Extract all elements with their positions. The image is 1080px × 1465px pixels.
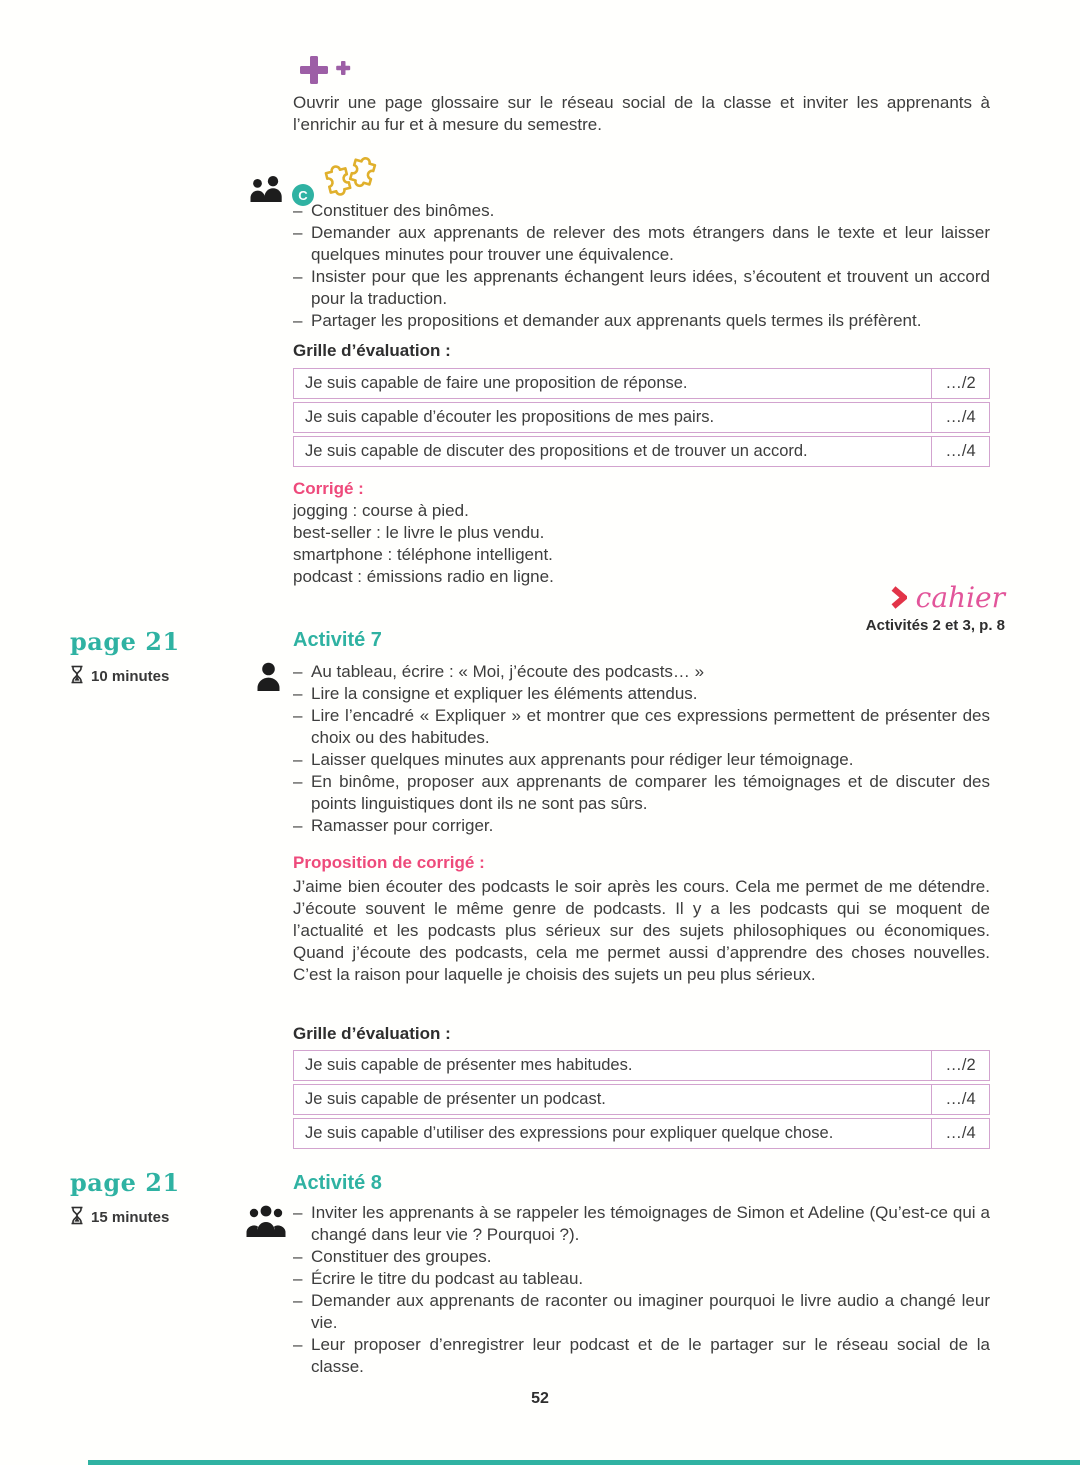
duration-badge	[70, 665, 169, 688]
evaluation-grid-title: Grille d’évaluation :	[293, 341, 451, 360]
duration-label: 10 minutes	[91, 668, 170, 685]
instruction-step: – Constituer des binômes.	[293, 200, 990, 222]
corrige-line: jogging : course à pied.	[293, 501, 469, 520]
pair-work-icon	[248, 175, 286, 207]
evaluation-row	[293, 436, 990, 467]
instruction-step: – Constituer des groupes.	[293, 1246, 990, 1268]
evaluation-row	[293, 1050, 990, 1081]
evaluation-row	[293, 1118, 990, 1149]
pair-activity-steps	[293, 200, 990, 332]
single-person-icon	[256, 662, 281, 696]
group-icon	[245, 1205, 287, 1242]
evaluation-score: …/4	[931, 1119, 989, 1148]
evaluation-grid	[293, 368, 990, 470]
instruction-step: – Écrire le titre du podcast au tableau.	[293, 1268, 990, 1290]
corrige-line: smartphone : téléphone intelligent.	[293, 545, 553, 564]
corrige-line: podcast : émissions radio en ligne.	[293, 567, 554, 586]
evaluation-grid-title: Grille d’évaluation :	[293, 1024, 451, 1043]
cahier-activities-note: Activités 2 et 3, p. 8	[865, 617, 1005, 634]
evaluation-score: …/4	[931, 403, 989, 432]
evaluation-score: …/4	[931, 437, 989, 466]
instruction-step: – Laisser quelques minutes aux apprenants pour rédiger leur témoignage.	[293, 749, 990, 771]
evaluation-criterion: Je suis capable de discuter des propositions et de trouver un accord.	[305, 442, 808, 460]
corrige-block	[293, 478, 990, 588]
page-reference: page 21	[70, 627, 180, 656]
instruction-step: – Au tableau, écrire : « Moi, j’écoute des podcasts… »	[293, 661, 990, 683]
activity-title: Activité 8	[293, 1172, 382, 1194]
evaluation-grid	[293, 1050, 990, 1152]
evaluation-criterion: Je suis capable d’écouter les propositions de mes pairs.	[305, 408, 715, 426]
page-number: 52	[531, 1390, 549, 1407]
instruction-step: – Partager les propositions et demander aux apprenants quels termes ils préfèrent.	[293, 310, 990, 332]
evaluation-criterion: Je suis capable de présenter mes habitudes.	[305, 1056, 633, 1074]
plus-icon	[299, 53, 353, 92]
instruction-step: – Demander aux apprenants de relever des mots étrangers dans le texte et leur laisser quelques minutes pour trouver une équivalence.	[293, 222, 990, 266]
cahier-label: cahier	[915, 581, 1005, 614]
activity-title: Activité 7	[293, 629, 382, 651]
instruction-step: – En binôme, proposer aux apprenants de comparer les témoignages et de discuter des points linguistiques dont ils ne sont pas sûrs.	[293, 771, 990, 815]
evaluation-row	[293, 402, 990, 433]
instruction-step: – Insister pour que les apprenants échangent leurs idées, s’écoutent et trouvent un accord pour la traduction.	[293, 266, 990, 310]
evaluation-criterion: Je suis capable d’utiliser des expressions pour expliquer quelque chose.	[305, 1124, 834, 1142]
duration-badge	[70, 1206, 169, 1229]
evaluation-row	[293, 368, 990, 399]
evaluation-score: …/2	[931, 1051, 989, 1080]
instruction-step: – Lire la consigne et expliquer les éléments attendus.	[293, 683, 990, 705]
proposition-text: J’aime bien écouter des podcasts le soir après les cours. Cela me permet de me détendre. J’écoute souvent le même genre de podcasts. Il y a les podcasts qui se moquent de l’actualité et les podcasts plus sérieux sur des sujets philosophiques ou économiques. Quand j’écoute des podcasts, cela me permet aussi d’apprendre des choses nouvelles. C’est la raison pour laquelle je choisis des sujets un peu plus sérieux.	[293, 877, 990, 984]
glossary-tip-text: Ouvrir une page glossaire sur le réseau social de la classe et inviter les apprenants à l’enrichir au fur et à mesure du semestre.	[293, 93, 990, 134]
instruction-step: – Leur proposer d’enregistrer leur podcast et de le partager sur le réseau social de la classe.	[293, 1334, 990, 1378]
evaluation-score: …/2	[931, 369, 989, 398]
instruction-step: – Ramasser pour corriger.	[293, 815, 990, 837]
hourglass-icon	[70, 1206, 84, 1229]
duration-label: 15 minutes	[91, 1209, 170, 1226]
evaluation-criterion: Je suis capable de présenter un podcast.	[305, 1090, 606, 1108]
hourglass-icon	[70, 665, 84, 688]
instruction-step: – Demander aux apprenants de raconter ou imaginer pourquoi le livre audio a changé leur vie.	[293, 1290, 990, 1334]
evaluation-score: …/4	[931, 1085, 989, 1114]
cooperation-badge-icon: C	[292, 184, 314, 206]
evaluation-row	[293, 1084, 990, 1115]
instruction-step: – Lire l’encadré « Expliquer » et montrer que ces expressions permettent de présenter des choix ou des habitudes.	[293, 705, 990, 749]
activity8-steps	[293, 1202, 990, 1378]
corrige-line: best-seller : le livre le plus vendu.	[293, 523, 545, 542]
proposition-title: Proposition de corrigé :	[293, 853, 485, 872]
evaluation-criterion: Je suis capable de faire une proposition de réponse.	[305, 374, 688, 392]
corrige-title: Corrigé :	[293, 479, 364, 498]
cahier-reference	[705, 581, 1005, 634]
page-reference: page 21	[70, 1168, 180, 1197]
activity7-steps	[293, 661, 990, 837]
chevron-right-icon	[891, 586, 907, 614]
bottom-edge-bar	[88, 1460, 1080, 1465]
instruction-step: – Inviter les apprenants à se rappeler les témoignages de Simon et Adeline (Qu’est-ce qui a changé dans leur vie ? Pourquoi ?).	[293, 1202, 990, 1246]
